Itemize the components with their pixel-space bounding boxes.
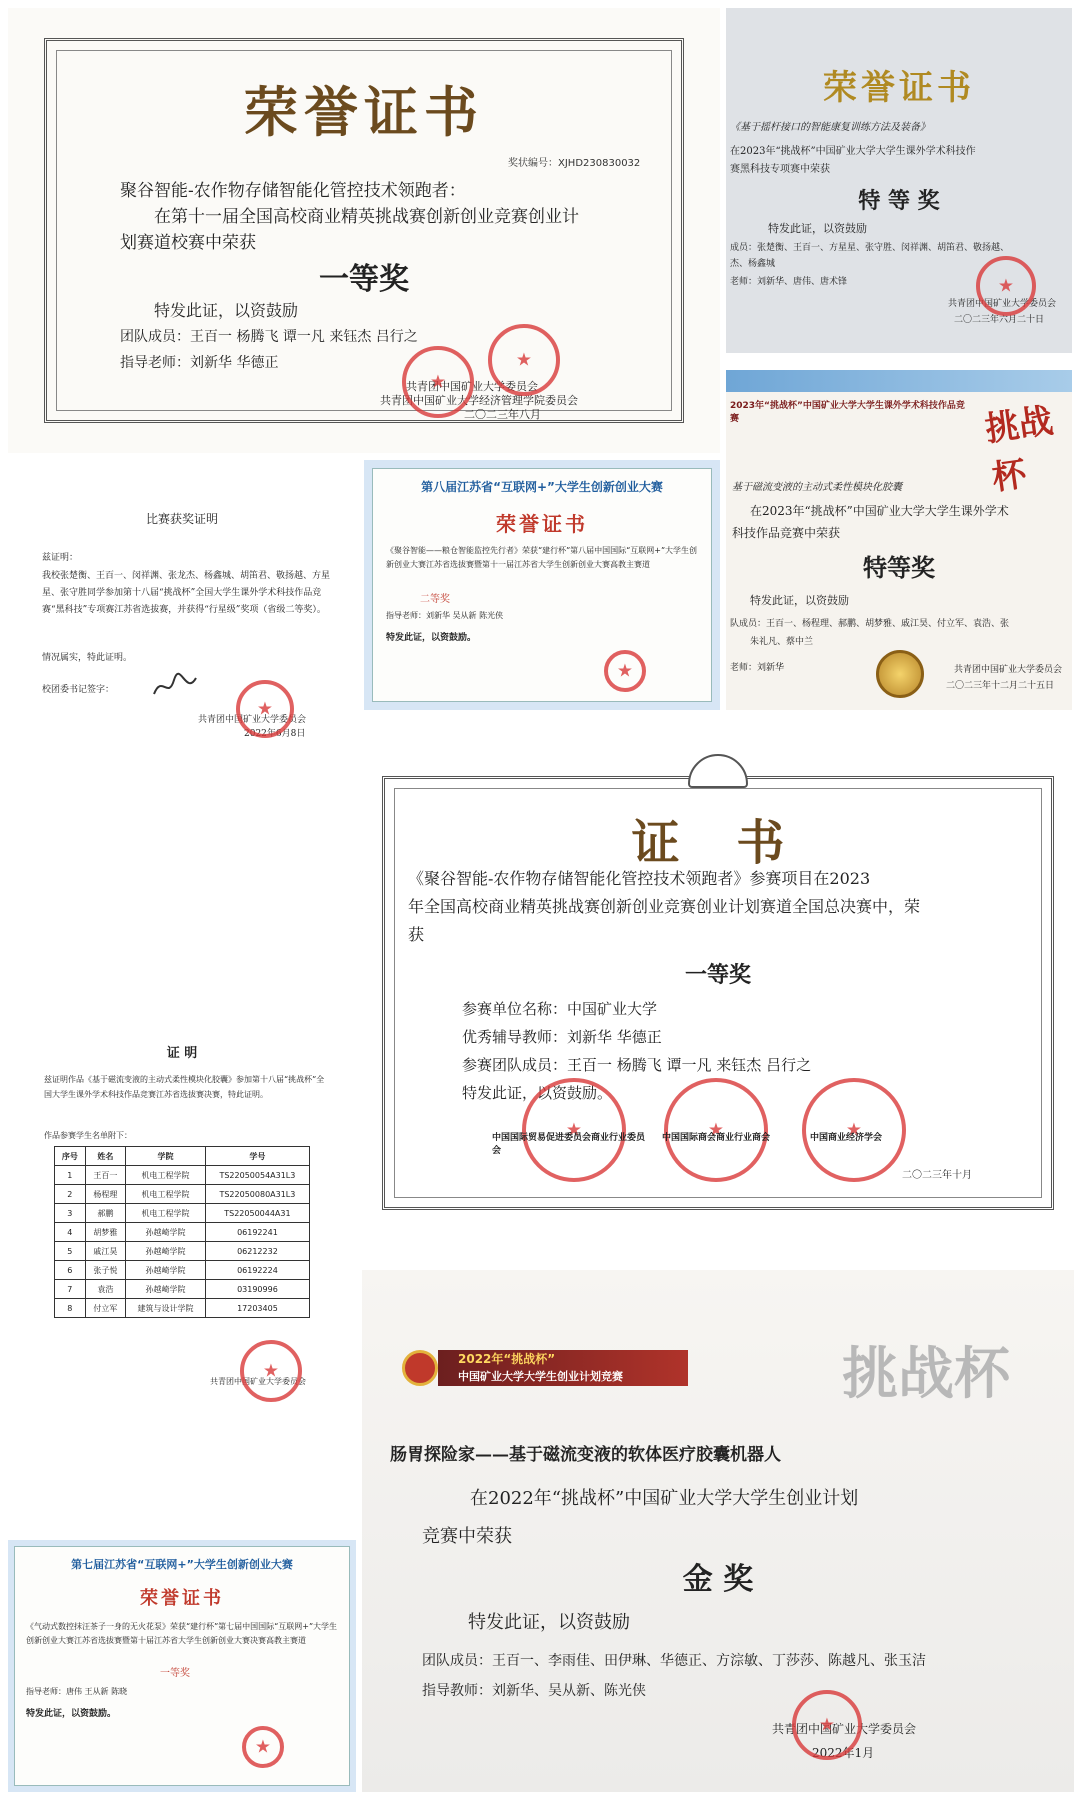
table-cell: 06192224 bbox=[205, 1261, 309, 1280]
table-cell: 8 bbox=[55, 1299, 86, 1318]
letter-body: 我校张楚衡、王百一、闵祥渊、张龙杰、杨鑫城、胡笛君、敬扬越、方星星、张守胜同学参加第十八届“挑战杯”全国大学生课外学术科技作品竞赛“黑科技”专项赛江苏省选拔赛，并获得“行星级”奖项（省级二等奖）。 bbox=[42, 571, 331, 616]
issuer: 共青团中国矿业大学委员会 bbox=[198, 715, 307, 725]
red-seal bbox=[976, 256, 1036, 316]
red-seal bbox=[488, 324, 560, 396]
table-cell: 4 bbox=[55, 1223, 86, 1242]
issue-date: 二〇二三年十月 bbox=[902, 1170, 972, 1181]
table-cell: 03190996 bbox=[205, 1280, 309, 1299]
competition-banner: 第七届江苏省“互联网+”大学生创新创业大赛 bbox=[71, 1558, 293, 1571]
certificate-honor-special-prize bbox=[726, 8, 1072, 353]
letter-title: 比赛获奖证明 bbox=[145, 512, 218, 526]
table-cell: 机电工程学院 bbox=[126, 1204, 206, 1223]
proof-with-student-table bbox=[8, 990, 356, 1430]
column-header: 学号 bbox=[205, 1147, 309, 1166]
issuer-2: 共青团中国矿业大学经济管理学院委员会 bbox=[380, 394, 578, 407]
competition-line-2: 竞赛中荣获 bbox=[422, 1526, 512, 1547]
table-row bbox=[55, 1261, 310, 1280]
team-members: 成员：张楚衡、王百一、方星星、张守胜、闵祥渊、胡笛君、敬扬越、 bbox=[730, 243, 1010, 253]
brand-text: 挑战杯 bbox=[982, 400, 1056, 499]
award-level: 特等奖 bbox=[863, 553, 935, 582]
competition-line-2: 年全国高校商业精英挑战赛创新创业竞赛创业计划赛道全国总决赛中，荣 bbox=[408, 897, 921, 916]
certificate-title: 荣誉证书 bbox=[140, 1588, 224, 1609]
table-cell: 06212232 bbox=[205, 1242, 309, 1261]
encouragement-text: 特发此证，以资鼓励 bbox=[154, 301, 299, 320]
table-row bbox=[55, 1242, 310, 1261]
badge-year: 2022年“挑战杯” bbox=[458, 1352, 556, 1366]
team-members-cont: 朱礼凡、蔡中兰 bbox=[750, 637, 814, 647]
project-name: 聚谷智能-农作物存储智能化管控技术领跑者： bbox=[120, 181, 466, 201]
advisors: 指导老师：刘新华 吴从新 陈光侠 bbox=[386, 611, 504, 620]
issuer: 共青团中国矿业大学委员会 bbox=[954, 665, 1063, 675]
certificate-title: 荣誉证书 bbox=[823, 68, 975, 108]
project-name: 基于磁流变液的主动式柔性模块化胶囊 bbox=[732, 482, 902, 493]
letter-title: 证 明 bbox=[166, 1046, 198, 1061]
encouragement-text: 特发此证，以资鼓励 bbox=[468, 1612, 630, 1633]
table-cell: 06192241 bbox=[205, 1223, 309, 1242]
table-row bbox=[55, 1204, 310, 1223]
handwritten-signature bbox=[150, 670, 200, 702]
advisors: 老师：刘新华 bbox=[730, 663, 785, 673]
competition-badge: 2023年“挑战杯”中国矿业大学大学生课外学术科技作品竞赛 bbox=[730, 401, 965, 424]
issuer-3: 中国商业经济学会 bbox=[810, 1133, 883, 1143]
table-cell: TS22050080A31L3 bbox=[205, 1185, 309, 1204]
issue-date: 二〇二三年十二月二十五日 bbox=[946, 681, 1055, 691]
table-cell: 2 bbox=[55, 1185, 86, 1204]
table-cell: 杨程理 bbox=[85, 1185, 125, 1204]
table-cell: 袁浩 bbox=[85, 1280, 125, 1299]
column-header: 序号 bbox=[55, 1147, 86, 1166]
issuer: 共青团中国矿业大学委员会 bbox=[772, 1722, 917, 1736]
table-cell: 付立军 bbox=[85, 1299, 125, 1318]
logo-emblem bbox=[402, 1350, 438, 1386]
award-level: 一等奖 bbox=[319, 262, 409, 297]
column-header: 学院 bbox=[126, 1147, 206, 1166]
table-caption: 作品参赛学生名单附下： bbox=[44, 1131, 132, 1140]
issue-date: 二〇二三年六月二十日 bbox=[954, 315, 1045, 325]
certificate-jiangsu-internet-plus-7th bbox=[8, 1540, 356, 1792]
table-cell: 戚江昊 bbox=[85, 1242, 125, 1261]
project-name: 《基于摇杆接口的智能康复训练方法及装备》 bbox=[730, 122, 930, 133]
project-name: 肠胃探险家——基于磁流变液的软体医疗胶囊机器人 bbox=[390, 1445, 781, 1465]
competition-line-3: 获 bbox=[408, 925, 425, 944]
table-cell: 1 bbox=[55, 1166, 86, 1185]
table-cell: 机电工程学院 bbox=[126, 1185, 206, 1204]
table-cell: 机电工程学院 bbox=[126, 1166, 206, 1185]
table-row bbox=[55, 1166, 310, 1185]
letter-closing: 情况属实，特此证明。 bbox=[42, 653, 133, 663]
competition-line-1: 《聚谷智能-农作物存储智能化管控技术领跑者》参赛项目在2023 bbox=[408, 869, 871, 888]
table-row bbox=[55, 1185, 310, 1204]
team-members: 团队成员：王百一、李雨佳、田伊琳、华德正、方淙敏、丁莎莎、陈越凡、张玉洁 bbox=[422, 1653, 926, 1669]
certificate-challenge-cup-special-prize bbox=[726, 370, 1072, 710]
encouragement-text: 特发此证，以资鼓励。 bbox=[26, 1709, 117, 1719]
issue-date: 二〇二三年八月 bbox=[464, 408, 541, 421]
award-level: 二等奖 bbox=[420, 594, 450, 605]
badge-title: 中国矿业大学大学生创业计划竞赛 bbox=[458, 1370, 623, 1383]
certificate-jiangsu-internet-plus-8th bbox=[364, 460, 720, 710]
issuer-2: 中国国际商会商业行业商会 bbox=[662, 1133, 771, 1143]
encouragement-text: 特发此证，以资鼓励。 bbox=[462, 1084, 613, 1102]
certificate-title: 荣誉证书 bbox=[496, 512, 588, 536]
red-seal bbox=[792, 1690, 862, 1760]
advisors: 指导老师：刘新华 华德正 bbox=[120, 355, 279, 371]
table-cell: 孙越崎学院 bbox=[126, 1280, 206, 1299]
advisors: 指导教师：刘新华、吴从新、陈光侠 bbox=[422, 1683, 646, 1699]
table-cell: 建筑与设计学院 bbox=[126, 1299, 206, 1318]
table-cell: 5 bbox=[55, 1242, 86, 1261]
header-band bbox=[726, 370, 1072, 392]
competition-line-2: 赛黑科技专项赛中荣获 bbox=[730, 164, 830, 175]
table-header-row bbox=[55, 1147, 310, 1166]
student-table bbox=[54, 1146, 310, 1318]
team-members: 队成员：王百一、杨程理、郝鹏、胡梦雅、戚江昊、付立军、袁浩、张 bbox=[730, 619, 1010, 629]
certificate-body: 《气动式数控抹汪茶子一身的无火花泵》荣获“建行杯”第七届中国国际“互联网+”大学生创新创业大赛江苏省选拔赛暨第十届江苏省大学生创新创业大赛决赛高教主赛道 bbox=[26, 1622, 338, 1646]
certificate-body: 《聚谷智能——粮仓智能监控先行者》荣获“建行杯”第八届中国国际“互联网+”大学生创新创业大赛江苏省选拔赛暨第十一届江苏省大学生创新创业大赛高教主赛道 bbox=[386, 546, 698, 570]
table-row bbox=[55, 1223, 310, 1242]
award-proof-letter bbox=[8, 462, 356, 752]
certificate-national-finals-first-prize bbox=[362, 748, 1074, 1234]
issuer-1: 共青团中国矿业大学委员会 bbox=[406, 380, 538, 393]
issuer: 共青团中国矿业大学委员会 bbox=[210, 1377, 306, 1386]
competition-line-1: 在2022年“挑战杯”中国矿业大学大学生创业计划 bbox=[470, 1488, 859, 1509]
issue-date: 2022年6月8日 bbox=[244, 729, 306, 739]
certificate-honor-first-prize bbox=[8, 8, 720, 453]
table-row bbox=[55, 1299, 310, 1318]
letter-body: 兹证明作品《基于磁流变液的主动式柔性模块化胶囊》参加第十八届“挑战杯”全国大学生课外学术科技作品竞赛江苏省选拔赛决赛，特此证明。 bbox=[44, 1075, 325, 1100]
crest-ornament bbox=[688, 754, 748, 788]
advisors: 老师：刘新华、唐伟、唐术锋 bbox=[730, 277, 848, 287]
encouragement-text: 特发此证，以资鼓励 bbox=[768, 222, 867, 235]
red-seal bbox=[242, 1726, 284, 1768]
table-cell: TS22050044A31 bbox=[205, 1204, 309, 1223]
table-cell: 孙越崎学院 bbox=[126, 1242, 206, 1261]
table-cell: 孙越崎学院 bbox=[126, 1261, 206, 1280]
issuer-1: 中国国际贸易促进委员会商业行业委员会 bbox=[492, 1133, 646, 1156]
table-cell: 孙越崎学院 bbox=[126, 1223, 206, 1242]
red-seal bbox=[604, 650, 646, 692]
advisors: 指导老师：唐伟 王从新 陈晓 bbox=[26, 1687, 128, 1696]
competition-banner: 第八届江苏省“互联网+”大学生创新创业大赛 bbox=[421, 480, 663, 494]
table-cell: 张子悦 bbox=[85, 1261, 125, 1280]
table-cell: 王百一 bbox=[85, 1166, 125, 1185]
certificate-title: 证 书 bbox=[631, 815, 805, 871]
participating-unit: 参赛单位名称：中国矿业大学 bbox=[462, 1000, 658, 1018]
red-seal bbox=[240, 1340, 302, 1402]
competition-line-1: 在2023年“挑战杯”中国矿业大学大学生课外学术 bbox=[750, 504, 1009, 518]
table-cell: 6 bbox=[55, 1261, 86, 1280]
certificate-challenge-cup-gold bbox=[362, 1270, 1074, 1792]
table-cell: 17203405 bbox=[205, 1299, 309, 1318]
award-level: 特 等 奖 bbox=[858, 188, 940, 214]
competition-line-1: 在2023年“挑战杯”中国矿业大学大学生课外学术科技作 bbox=[730, 146, 976, 157]
brand-text: 挑战杯 bbox=[842, 1341, 1010, 1407]
table-cell: 3 bbox=[55, 1204, 86, 1223]
signature-label: 校团委书记签字： bbox=[42, 685, 115, 695]
award-level: 一等奖 bbox=[684, 962, 751, 988]
gold-medal-icon bbox=[876, 650, 924, 698]
column-header: 姓名 bbox=[85, 1147, 125, 1166]
table-cell: 郝鹏 bbox=[85, 1204, 125, 1223]
table-cell: TS22050054A31L3 bbox=[205, 1166, 309, 1185]
team-members: 参赛团队成员：王百一 杨腾飞 谭一凡 来钰杰 吕行之 bbox=[462, 1056, 812, 1074]
team-members-cont: 杰、杨鑫城 bbox=[730, 259, 776, 269]
award-level: 金 奖 bbox=[682, 1562, 754, 1597]
issue-date: 2022年1月 bbox=[812, 1746, 875, 1760]
competition-line-2: 划赛道校赛中荣获 bbox=[120, 233, 256, 253]
certificate-title: 荣誉证书 bbox=[244, 80, 484, 144]
encouragement-text: 特发此证，以资鼓励。 bbox=[386, 633, 477, 643]
table-cell: 7 bbox=[55, 1280, 86, 1299]
award-level: 一等奖 bbox=[160, 1668, 190, 1679]
table-cell: 胡梦雅 bbox=[85, 1223, 125, 1242]
issuer: 共青团中国矿业大学委员会 bbox=[948, 299, 1057, 309]
competition-line-2: 科技作品竞赛中荣获 bbox=[732, 526, 841, 540]
encouragement-text: 特发此证，以资鼓励 bbox=[750, 594, 849, 607]
team-members: 团队成员：王百一 杨腾飞 谭一凡 来钰杰 吕行之 bbox=[120, 329, 418, 345]
letter-salutation: 兹证明： bbox=[42, 553, 79, 563]
competition-line-1: 在第十一届全国高校商业精英挑战赛创新创业竞赛创业计 bbox=[154, 207, 579, 227]
table-row bbox=[55, 1280, 310, 1299]
red-seal bbox=[402, 346, 474, 418]
red-seal bbox=[236, 680, 294, 738]
certificate-number: 奖状编号：XJHD230830032 bbox=[508, 158, 641, 169]
advisors: 优秀辅导教师：刘新华 华德正 bbox=[462, 1028, 662, 1046]
certificate-paper bbox=[372, 468, 712, 702]
